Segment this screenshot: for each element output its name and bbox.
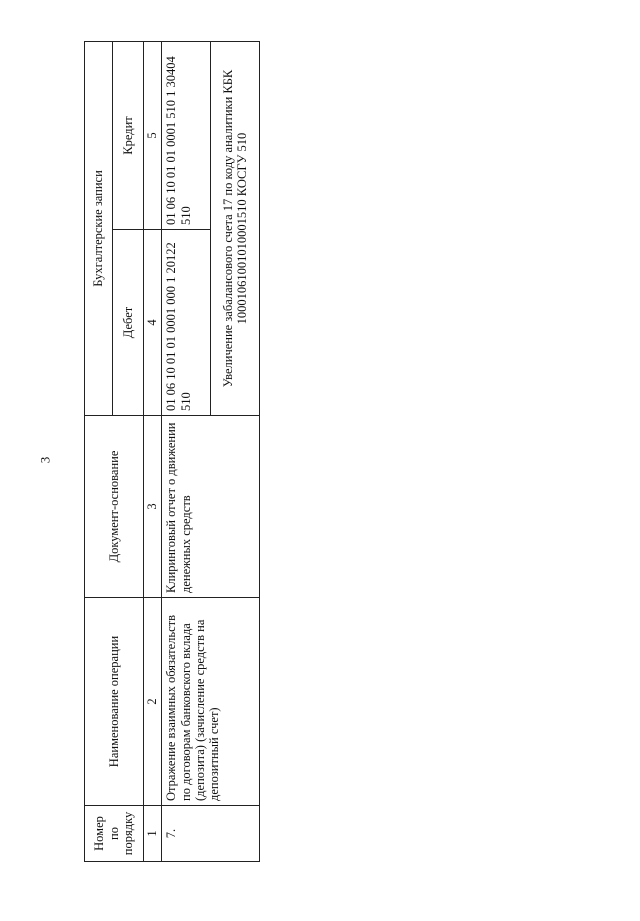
page-number: 3: [37, 456, 53, 464]
off-balance-note-cell: Увеличение забалансового счета 17 по коду аналитики КБК 10001061001010001510 КОСГУ 510: [211, 41, 260, 415]
column-number: 4: [143, 230, 161, 416]
credit-account-cell: 01 06 10 01 01 0001 510 1 30404 510: [162, 41, 211, 229]
rotated-table-container: [84, 42, 260, 862]
source-document-cell: Клиринговый отчет о движении денежных средств: [162, 416, 260, 598]
header-row-number: Номер по порядку: [85, 806, 144, 862]
debit-account-cell: 01 06 10 01 01 0001 000 1 20122 510: [162, 230, 211, 416]
header-debit: Дебет: [113, 230, 143, 416]
column-number: 5: [143, 41, 161, 229]
header-credit: Кредит: [113, 41, 143, 229]
row-number: 7.: [162, 806, 260, 862]
header-source-document: Документ-основание: [85, 416, 144, 598]
column-number: 2: [143, 598, 161, 806]
header-operation-name: Наименование операции: [85, 598, 144, 806]
operation-name-cell: Отражение взаимных обязательств по договорам банковского вклада (депозита) (зачисление средств на депозитный счет): [162, 598, 260, 806]
column-number: 3: [143, 416, 161, 598]
accounting-entries-table: [84, 41, 260, 862]
column-number: 1: [143, 806, 161, 862]
table-wrapper: [84, 42, 260, 862]
header-accounting-entries: Бухгалтерские записи: [85, 41, 113, 415]
